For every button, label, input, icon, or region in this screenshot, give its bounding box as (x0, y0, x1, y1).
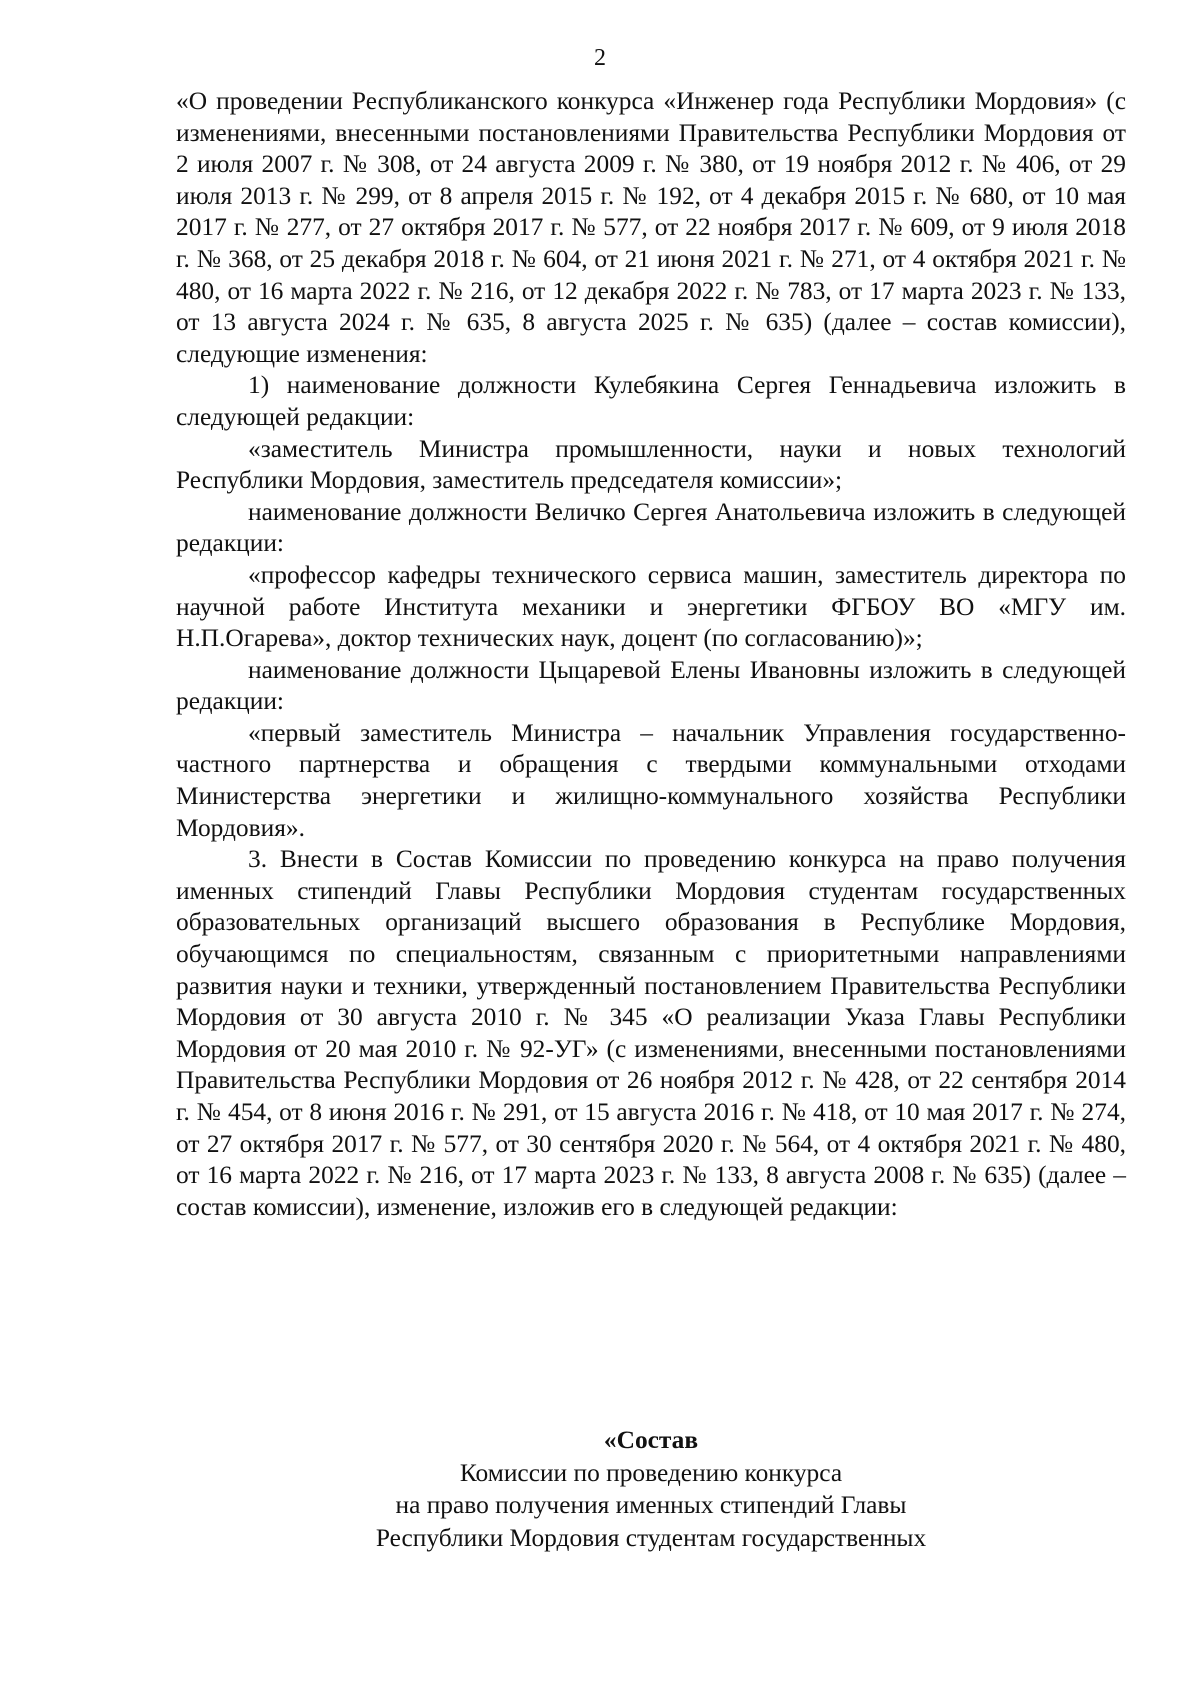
heading-line-2: на право получения именных стипендий Главы (395, 1491, 907, 1519)
composition-heading (176, 1424, 1126, 1554)
page-number: 2 (594, 45, 606, 71)
paragraph-tsytsareva: наименование должности Цыцаревой Елены Ивановны изложить в следующей редакции: (176, 655, 1126, 716)
paragraph-item-3: 3. Внести в Состав Комиссии по проведению конкурса на право получения именных стипендий Главы Республики Мордовия студентам государственных образовательных организаций высшего образования в Республике Мордовия, обучающимся по специальностям, связанным с приоритетными направлениями развития науки и техники, утвержденный постановлением Правительства Республики Мордовия от 30 августа 2010 г. № 345 «О реализации Указа Главы Республики Мордовия от 20 мая 2010 г. № 92-УГ» (с изменениями, внесенными постановлениями Правительства Республики Мордовия от 26 ноября 2012 г. № 428, от 22 сентября 2014 г. № 454, от 8 июня 2016 г. № 291, от 15 августа 2016 г. № 418, от 10 мая 2017 г. № 274, от 27 октября 2017 г. № 577, от 30 сентября 2020 г. № 564, от 4 октября 2021 г. № 480, от 16 марта 2022 г. № 216, от 17 марта 2023 г. № 133, 8 августа 2008 г. № 635) (далее – состав комиссии), изменение, изложив его в следующей редакции: (176, 845, 1126, 1221)
paragraph-amendment-intro: «О проведении Республиканского конкурса «Инженер года Республики Мордовия» (с изменениями, внесенными постановлениями Правительства Республики Мордовия от 2 июля 2007 г. № 308, от 24 августа 2009 г. № 380, от 19 ноября 2012 г. № 406, от 29 июля 2013 г. № 299, от 8 апреля 2015 г. № 192, от 4 декабря 2015 г. № 680, от 10 мая 2017 г. № 277, от 27 октября 2017 г. № 577, от 22 ноября 2017 г. № 609, от 9 июля 2018 г. № 368, от 25 декабря 2018 г. № 604, от 21 июня 2021 г. № 271, от 4 октября 2021 г. № 480, от 16 марта 2022 г. № 216, от 12 декабря 2022 г. № 783, от 17 марта 2023 г. № 133, от 13 августа 2024 г. № 635, 8 августа 2025 г. № 635) (далее – состав комиссии), следующие изменения: (176, 87, 1126, 368)
paragraph-quote-velichko: «профессор кафедры технического сервиса машин, заместитель директора по научной работе Института механики и энергетики ФГБОУ ВО «МГУ им. Н.П.Огарева», доктор технических наук, доцент (по согласованию)»; (176, 560, 1126, 653)
document-body (176, 86, 1126, 1223)
paragraph-velichko: наименование должности Величко Сергея Анатольевича изложить в следующей редакции: (176, 497, 1126, 558)
heading-line-1: Комиссии по проведению конкурса (459, 1458, 843, 1487)
heading-line-3: Республики Мордовия студентам государственных (375, 1523, 927, 1552)
heading-title: «Состав (603, 1426, 699, 1454)
paragraph-quote-tsytsareva: «первый заместитель Министра – начальник Управления государственно-частного партнерства и обращения с твердыми коммунальными отходами Министерства энергетики и жилищно-коммунального хозяйства Республики Мордовия». (176, 718, 1126, 842)
paragraph-item-1: 1) наименование должности Кулебякина Сергея Геннадьевича изложить в следующей редакции: (176, 371, 1126, 431)
paragraph-quote-kulebyakin: «заместитель Министра промышленности, науки и новых технологий Республики Мордовия, заместитель председателя комиссии»; (176, 434, 1126, 495)
